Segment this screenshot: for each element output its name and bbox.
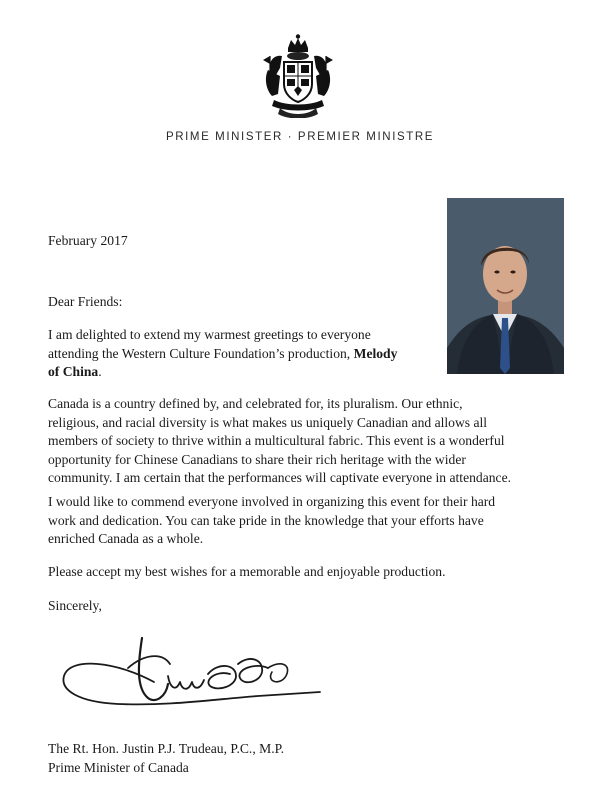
letter-paragraph-1 [48, 326, 397, 382]
signer-title: Prime Minister of Canada [48, 760, 189, 775]
signer-name: The Rt. Hon. Justin P.J. Trudeau, P.C., M.P. [48, 741, 285, 756]
portrait-photo [447, 198, 564, 374]
paragraph-2-line: opportunity for Chinese Canadians to share their rich heritage with the wider [48, 451, 466, 467]
paragraph-3-line: I would like to commend everyone involved in organizing this event for their hard [48, 494, 496, 509]
letter-salutation: Dear Friends: [48, 294, 123, 309]
letter-date: February 2017 [48, 233, 128, 248]
paragraph-2-line: members of society to thrive within a multicultural fabric. This event is a wonderful [48, 433, 505, 449]
portrait-illustration [447, 198, 564, 374]
paragraph-1-period: . [98, 364, 102, 380]
letter-paragraph-4: Please accept my best wishes for a memorable and enjoyable production. [48, 564, 446, 579]
canada-coat-of-arms-icon [260, 34, 336, 118]
paragraph-2-line: religious, and racial diversity is what makes us uniquely Canadian and allows all [48, 414, 488, 430]
paragraph-1-line-2: attending the Western Culture Foundation’s production, [48, 345, 354, 361]
paragraph-2-line: community. I am certain that the performances will captivate everyone in attendance. [48, 470, 511, 486]
letter-paragraph-2 [48, 395, 511, 488]
handwritten-signature [58, 624, 323, 729]
letterhead-title: PRIME MINISTER · PREMIER MINISTRE [165, 131, 435, 143]
paragraph-2-line: Canada is a country defined by, and celebrated for, its pluralism. Our ethnic, [48, 396, 463, 411]
letter-paragraph-3 [48, 493, 495, 549]
letter-closing: Sincerely, [48, 598, 102, 613]
paragraph-1-line-1: I am delighted to extend my warmest greetings to everyone [48, 327, 371, 342]
production-title-part-1: Melody [353, 345, 398, 361]
paragraph-3-line: work and dedication. You can take pride in the knowledge that your efforts have [48, 512, 484, 528]
paragraph-3-line: enriched Canada as a whole. [48, 531, 204, 547]
production-title-part-2: of China [48, 364, 99, 380]
